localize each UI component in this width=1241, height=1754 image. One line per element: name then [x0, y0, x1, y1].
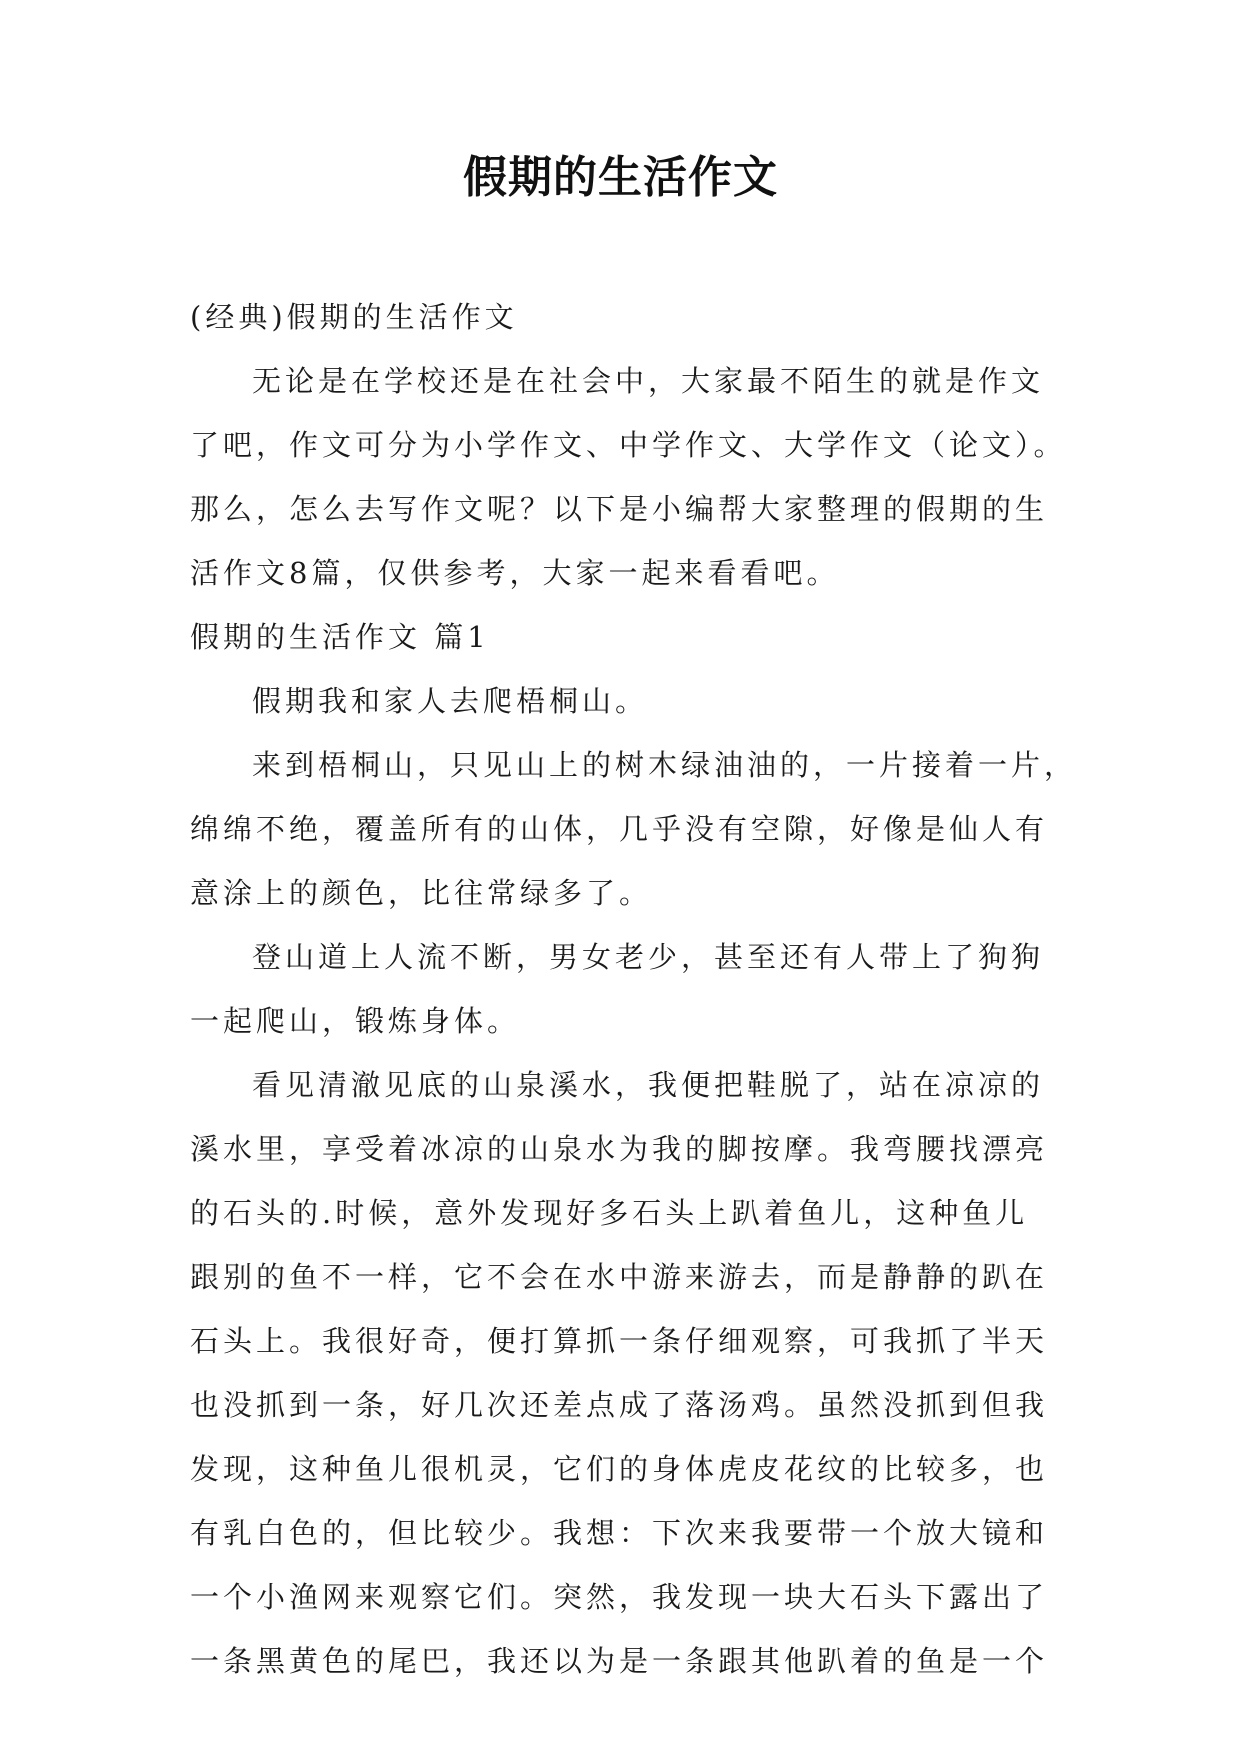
- text-line: 有乳白色的，但比较少。我想：下次来我要带一个放大镜和: [190, 1516, 1049, 1550]
- text-line: 无论是在学校还是在社会中，大家最不陌生的就是作文: [252, 364, 1045, 398]
- text-line: 一条黑黄色的尾巴，我还以为是一条跟其他趴着的鱼是一个: [190, 1644, 1049, 1678]
- section-heading: 假期的生活作文 篇1: [190, 620, 490, 654]
- text-line: 跟别的鱼不一样，它不会在水中游来游去，而是静静的趴在: [190, 1260, 1049, 1294]
- text-line: 溪水里，享受着冰凉的山泉水为我的脚按摩。我弯腰找漂亮: [190, 1132, 1049, 1166]
- subtitle-line: (经典)假期的生活作文: [190, 300, 518, 334]
- text-line: 发现，这种鱼儿很机灵，它们的身体虎皮花纹的比较多，也: [190, 1452, 1049, 1486]
- text-line: 石头上。我很好奇，便打算抓一条仔细观察，可我抓了半天: [190, 1324, 1049, 1358]
- text-line: 一个小渔网来观察它们。突然，我发现一块大石头下露出了: [190, 1580, 1049, 1614]
- text-line: 绵绵不绝，覆盖所有的山体，几乎没有空隙，好像是仙人有: [190, 812, 1049, 846]
- text-line: 看见清澈见底的山泉溪水，我便把鞋脱了，站在凉凉的: [252, 1068, 1045, 1102]
- text-line: 那么，怎么去写作文呢？以下是小编帮大家整理的假期的生: [190, 492, 1049, 526]
- text-line: 了吧，作文可分为小学作文、中学作文、大学作文（论文）。: [190, 428, 1067, 462]
- text-line: 假期我和家人去爬梧桐山。: [252, 684, 649, 718]
- text-line: 也没抓到一条，好几次还差点成了落汤鸡。虽然没抓到但我: [190, 1388, 1049, 1422]
- text-line: 意涂上的颜色，比往常绿多了。: [190, 876, 653, 910]
- document-body: [190, 285, 1078, 1693]
- document-title: 假期的生活作文: [463, 152, 778, 203]
- text-line: 一起爬山，锻炼身体。: [190, 1004, 521, 1038]
- text-line: 活作文8篇，仅供参考，大家一起来看看吧。: [190, 556, 840, 590]
- text-line: 登山道上人流不断，男女老少，甚至还有人带上了狗狗: [252, 940, 1045, 974]
- text-line: 的石头的.时候，意外发现好多石头上趴着鱼儿，这种鱼儿: [190, 1196, 1029, 1230]
- text-line: 来到梧桐山，只见山上的树木绿油油的，一片接着一片，: [252, 748, 1078, 782]
